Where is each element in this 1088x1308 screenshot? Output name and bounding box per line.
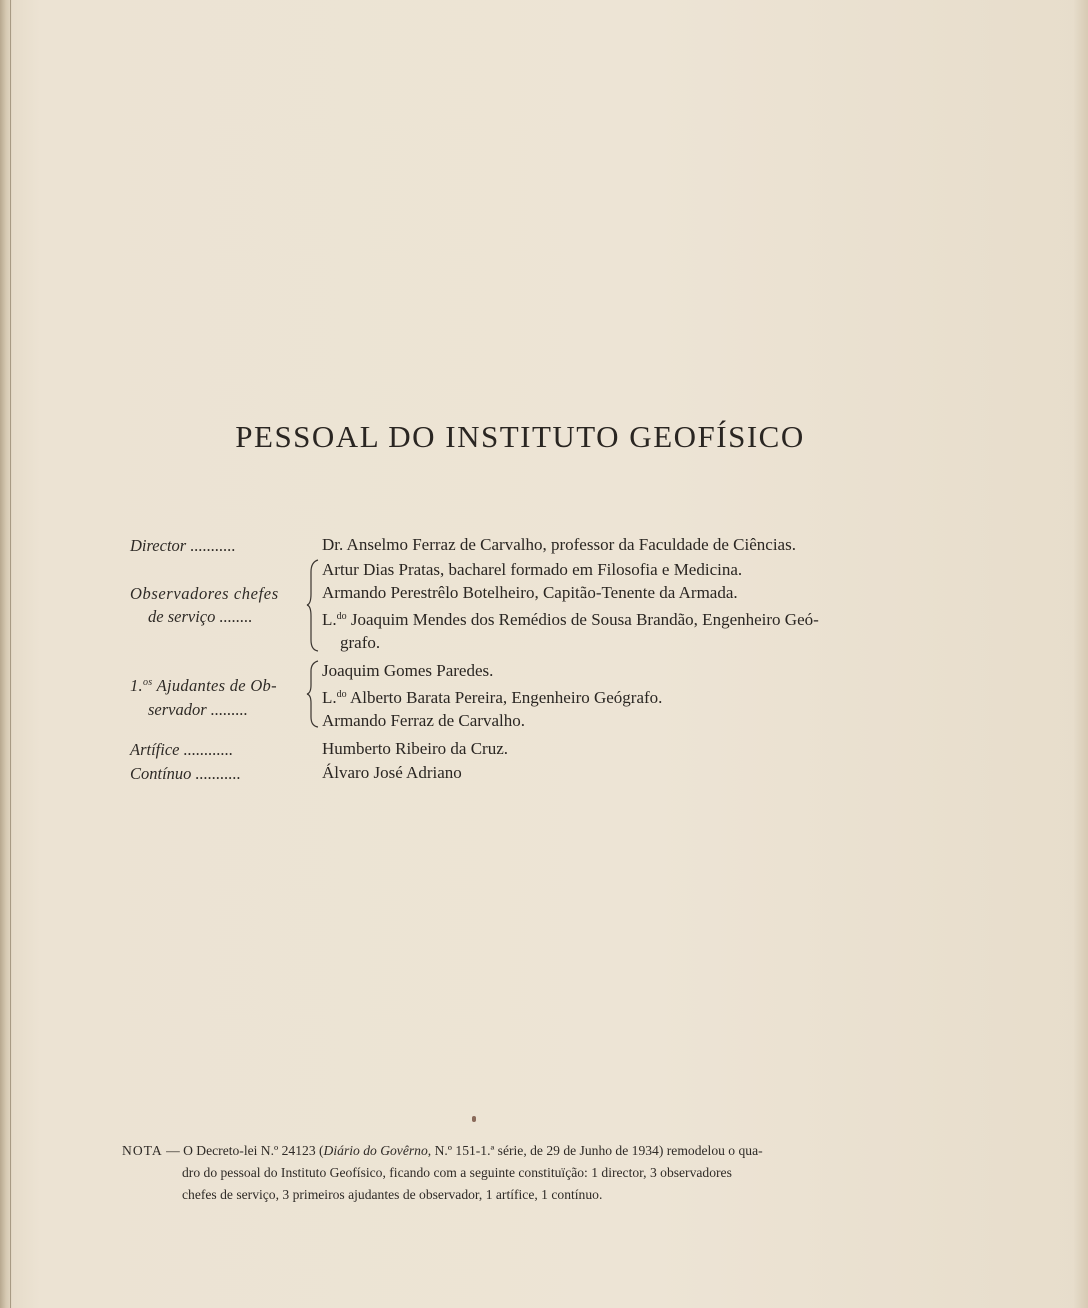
ink-speck	[472, 1116, 476, 1122]
role-label	[130, 737, 306, 762]
staff-name: Armando Ferraz de Carvalho.	[322, 711, 525, 730]
staff-name: Álvaro José Adriano	[322, 763, 462, 782]
staff-name: Joaquim Gomes Paredes.	[322, 661, 494, 680]
name-prefix-sup: do	[336, 688, 347, 700]
footnote	[122, 1140, 904, 1206]
role-line	[130, 671, 306, 698]
name-prefix: L.	[322, 609, 337, 629]
staff-name: Dr. Anselmo Ferraz de Carvalho, professor da Faculdade de Ciências.	[322, 535, 796, 554]
role-line: servador .........	[148, 699, 248, 719]
role-label	[130, 533, 306, 558]
staff-entry-ajudantes	[130, 659, 930, 737]
role-text: Ajudantes de Ob-	[152, 676, 277, 695]
page-title: PESSOAL DO INSTITUTO GEOFÍSICO	[235, 419, 805, 454]
footnote-line: chefes de serviço, 3 primeiros ajudantes de observador, 1 artífice, 1 contínuo.	[182, 1187, 603, 1202]
role-line: Contínuo ...........	[130, 764, 241, 783]
role-line: de serviço ........	[148, 607, 253, 626]
role-line: Director ...........	[130, 536, 236, 555]
binding-line	[10, 0, 11, 1308]
staff-entry-artifice	[130, 737, 930, 762]
names-list	[322, 761, 922, 785]
staff-entry-continuo	[130, 761, 930, 786]
role-ordinal-sup: os	[142, 677, 153, 688]
role-label	[130, 761, 306, 786]
footnote-label: NOTA	[122, 1143, 163, 1158]
footnote-text: , N.º 151-1.ª série, de 29 de Junho de 1934) remodelou o qua-	[427, 1143, 763, 1158]
staff-list	[130, 533, 930, 786]
name-prefix: L.	[322, 687, 337, 707]
staff-entry-director	[130, 533, 930, 558]
name-prefix-sup: do	[336, 610, 347, 622]
name-text: Joaquim Mendes dos Remédios de Sousa Brandão, Engenheiro Geó-	[350, 609, 819, 629]
footnote-line	[122, 1140, 904, 1162]
staff-name	[322, 683, 922, 710]
role-label	[130, 659, 306, 721]
staff-name: Artur Dias Pratas, bacharel formado em Filosofia e Medicina.	[322, 559, 743, 579]
brace	[306, 558, 322, 660]
role-label	[130, 558, 306, 629]
names-list	[322, 558, 922, 655]
role-line: Artífice ............	[130, 739, 234, 759]
names-list	[322, 737, 922, 761]
curly-brace-icon	[306, 659, 322, 729]
staff-name: Humberto Ribeiro da Cruz.	[322, 738, 509, 758]
names-list	[322, 659, 922, 733]
footnote-dash: —	[162, 1143, 184, 1158]
role-line: Observadores chefes	[130, 583, 279, 603]
curly-brace-icon	[306, 558, 322, 652]
footnote-text: O Decreto-lei N.º 24123 (	[183, 1143, 324, 1158]
staff-entry-observadores	[130, 558, 930, 660]
footnote-line: dro do pessoal do Instituto Geofísico, ficando com a seguinte constituïção: 1 director, 3 observadores	[182, 1165, 732, 1180]
staff-name	[322, 605, 922, 632]
name-text: Alberto Barata Pereira, Engenheiro Geógrafo.	[349, 687, 663, 707]
page-right-edge	[1074, 0, 1088, 1308]
footnote-italic: Diário do Govêrno	[323, 1143, 428, 1158]
role-ordinal: 1.	[130, 676, 143, 695]
names-list	[322, 533, 922, 557]
staff-name-continuation: grafo.	[340, 633, 381, 652]
brace	[306, 659, 322, 737]
staff-name: Armando Perestrêlo Botelheiro, Capitão-Tenente da Armada.	[322, 583, 738, 602]
